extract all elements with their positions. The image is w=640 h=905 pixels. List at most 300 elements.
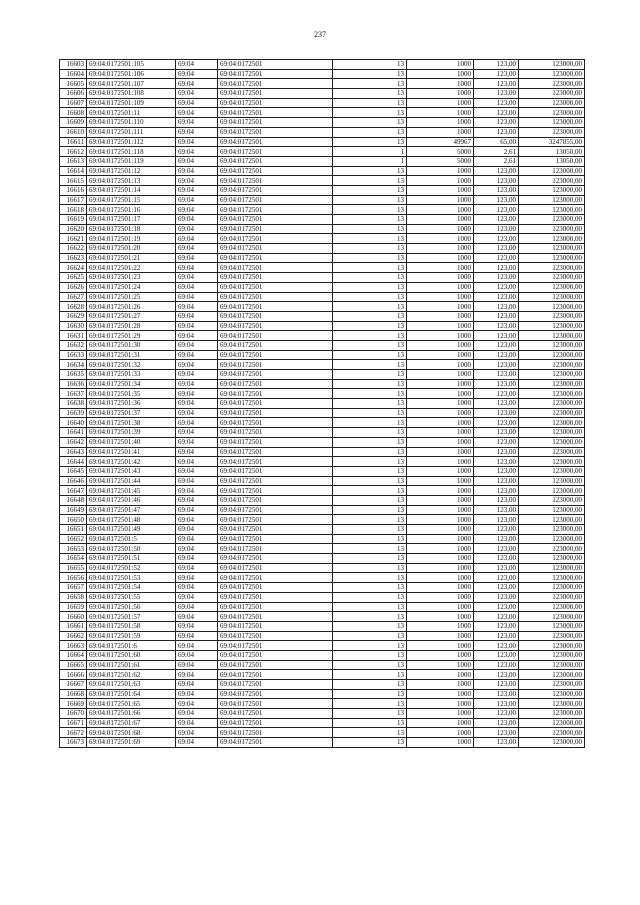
rate-cell: 123,00 bbox=[474, 592, 519, 602]
cadastral-number-cell: 69:04:0172501:29 bbox=[87, 331, 176, 341]
row-number-cell: 16620 bbox=[60, 224, 87, 234]
cadastral-number-cell: 69:04:0172501:56 bbox=[87, 602, 176, 612]
row-number-cell: 16667 bbox=[60, 680, 87, 690]
value-cell: 123000,00 bbox=[519, 60, 585, 70]
category-cell: 13 bbox=[333, 79, 407, 89]
rate-cell: 123,00 bbox=[474, 486, 519, 496]
value-cell: 123000,00 bbox=[519, 718, 585, 728]
value-cell: 123000,00 bbox=[519, 437, 585, 447]
category-cell: 13 bbox=[333, 534, 407, 544]
area-cell: 1000 bbox=[407, 631, 474, 641]
row-number-cell: 16607 bbox=[60, 98, 87, 108]
table-row bbox=[60, 331, 585, 341]
table-row bbox=[60, 534, 585, 544]
block-number-cell: 69:04:0172501 bbox=[218, 389, 333, 399]
block-number-cell: 69:04:0172501 bbox=[218, 573, 333, 583]
region-code-cell: 69:04 bbox=[176, 525, 218, 535]
rate-cell: 123,00 bbox=[474, 583, 519, 593]
table-row bbox=[60, 689, 585, 699]
table-row bbox=[60, 273, 585, 283]
category-cell: 13 bbox=[333, 118, 407, 128]
cadastral-number-cell: 69:04:0172501:14 bbox=[87, 185, 176, 195]
block-number-cell: 69:04:0172501 bbox=[218, 108, 333, 118]
value-cell: 123000,00 bbox=[519, 311, 585, 321]
value-cell: 123000,00 bbox=[519, 728, 585, 738]
block-number-cell: 69:04:0172501 bbox=[218, 418, 333, 428]
cadastral-number-cell: 69:04:0172501:47 bbox=[87, 505, 176, 515]
table-row bbox=[60, 360, 585, 370]
value-cell: 3247855,00 bbox=[519, 137, 585, 147]
table-row bbox=[60, 137, 585, 147]
block-number-cell: 69:04:0172501 bbox=[218, 185, 333, 195]
rate-cell: 123,00 bbox=[474, 728, 519, 738]
block-number-cell: 69:04:0172501 bbox=[218, 137, 333, 147]
value-cell: 123000,00 bbox=[519, 428, 585, 438]
table-row bbox=[60, 457, 585, 467]
block-number-cell: 69:04:0172501 bbox=[218, 127, 333, 137]
cadastral-number-cell: 69:04:0172501:37 bbox=[87, 408, 176, 418]
table-row bbox=[60, 263, 585, 273]
cadastral-number-cell: 69:04:0172501:32 bbox=[87, 360, 176, 370]
row-number-cell: 16673 bbox=[60, 738, 87, 748]
table-row bbox=[60, 156, 585, 166]
area-cell: 1000 bbox=[407, 544, 474, 554]
category-cell: 13 bbox=[333, 166, 407, 176]
block-number-cell: 69:04:0172501 bbox=[218, 447, 333, 457]
block-number-cell: 69:04:0172501 bbox=[218, 602, 333, 612]
area-cell: 1000 bbox=[407, 738, 474, 748]
area-cell: 1000 bbox=[407, 60, 474, 70]
region-code-cell: 69:04 bbox=[176, 631, 218, 641]
category-cell: 13 bbox=[333, 544, 407, 554]
value-cell: 123000,00 bbox=[519, 166, 585, 176]
cadastral-number-cell: 69:04:0172501:58 bbox=[87, 621, 176, 631]
table-row bbox=[60, 302, 585, 312]
rate-cell: 123,00 bbox=[474, 127, 519, 137]
block-number-cell: 69:04:0172501 bbox=[218, 98, 333, 108]
cadastral-number-cell: 69:04:0172501:59 bbox=[87, 631, 176, 641]
value-cell: 123000,00 bbox=[519, 176, 585, 186]
row-number-cell: 16643 bbox=[60, 447, 87, 457]
cadastral-number-cell: 69:04:0172501:12 bbox=[87, 166, 176, 176]
table-row bbox=[60, 602, 585, 612]
cadastral-number-cell: 69:04:0172501:43 bbox=[87, 466, 176, 476]
area-cell: 1000 bbox=[407, 244, 474, 254]
region-code-cell: 69:04 bbox=[176, 621, 218, 631]
area-cell: 1000 bbox=[407, 495, 474, 505]
value-cell: 123000,00 bbox=[519, 457, 585, 467]
region-code-cell: 69:04 bbox=[176, 437, 218, 447]
cadastral-number-cell: 69:04:0172501:67 bbox=[87, 718, 176, 728]
region-code-cell: 69:04 bbox=[176, 641, 218, 651]
rate-cell: 123,00 bbox=[474, 292, 519, 302]
area-cell: 1000 bbox=[407, 563, 474, 573]
region-code-cell: 69:04 bbox=[176, 408, 218, 418]
category-cell: 13 bbox=[333, 447, 407, 457]
area-cell: 1000 bbox=[407, 176, 474, 186]
row-number-cell: 16611 bbox=[60, 137, 87, 147]
row-number-cell: 16665 bbox=[60, 660, 87, 670]
rate-cell: 123,00 bbox=[474, 311, 519, 321]
block-number-cell: 69:04:0172501 bbox=[218, 60, 333, 70]
row-number-cell: 16642 bbox=[60, 437, 87, 447]
row-number-cell: 16632 bbox=[60, 340, 87, 350]
rate-cell: 123,00 bbox=[474, 166, 519, 176]
category-cell: 13 bbox=[333, 253, 407, 263]
value-cell: 123000,00 bbox=[519, 340, 585, 350]
row-number-cell: 16614 bbox=[60, 166, 87, 176]
rate-cell: 123,00 bbox=[474, 118, 519, 128]
block-number-cell: 69:04:0172501 bbox=[218, 321, 333, 331]
row-number-cell: 16622 bbox=[60, 244, 87, 254]
table-row bbox=[60, 89, 585, 99]
category-cell: 13 bbox=[333, 515, 407, 525]
value-cell: 123000,00 bbox=[519, 738, 585, 748]
block-number-cell: 69:04:0172501 bbox=[218, 340, 333, 350]
category-cell: 13 bbox=[333, 621, 407, 631]
category-cell: 13 bbox=[333, 350, 407, 360]
row-number-cell: 16609 bbox=[60, 118, 87, 128]
rate-cell: 123,00 bbox=[474, 399, 519, 409]
category-cell: 13 bbox=[333, 476, 407, 486]
value-cell: 123000,00 bbox=[519, 205, 585, 215]
block-number-cell: 69:04:0172501 bbox=[218, 311, 333, 321]
rate-cell: 2,61 bbox=[474, 147, 519, 157]
area-cell: 1000 bbox=[407, 321, 474, 331]
cadastral-number-cell: 69:04:0172501:65 bbox=[87, 699, 176, 709]
value-cell: 123000,00 bbox=[519, 331, 585, 341]
category-cell: 13 bbox=[333, 641, 407, 651]
table-row bbox=[60, 573, 585, 583]
rate-cell: 123,00 bbox=[474, 185, 519, 195]
rate-cell: 123,00 bbox=[474, 340, 519, 350]
area-cell: 1000 bbox=[407, 408, 474, 418]
table-row bbox=[60, 69, 585, 79]
rate-cell: 123,00 bbox=[474, 544, 519, 554]
block-number-cell: 69:04:0172501 bbox=[218, 379, 333, 389]
region-code-cell: 69:04 bbox=[176, 176, 218, 186]
value-cell: 123000,00 bbox=[519, 476, 585, 486]
region-code-cell: 69:04 bbox=[176, 573, 218, 583]
area-cell: 1000 bbox=[407, 621, 474, 631]
region-code-cell: 69:04 bbox=[176, 311, 218, 321]
cadastral-number-cell: 69:04:0172501:118 bbox=[87, 147, 176, 157]
row-number-cell: 16639 bbox=[60, 408, 87, 418]
region-code-cell: 69:04 bbox=[176, 273, 218, 283]
row-number-cell: 16630 bbox=[60, 321, 87, 331]
value-cell: 123000,00 bbox=[519, 544, 585, 554]
category-cell: 13 bbox=[333, 389, 407, 399]
category-cell: 13 bbox=[333, 738, 407, 748]
category-cell: 13 bbox=[333, 418, 407, 428]
block-number-cell: 69:04:0172501 bbox=[218, 583, 333, 593]
cadastral-number-cell: 69:04:0172501:107 bbox=[87, 79, 176, 89]
region-code-cell: 69:04 bbox=[176, 709, 218, 719]
row-number-cell: 16644 bbox=[60, 457, 87, 467]
table-row bbox=[60, 79, 585, 89]
category-cell: 13 bbox=[333, 195, 407, 205]
area-cell: 1000 bbox=[407, 699, 474, 709]
table-row bbox=[60, 554, 585, 564]
area-cell: 1000 bbox=[407, 476, 474, 486]
cadastral-number-cell: 69:04:0172501:53 bbox=[87, 573, 176, 583]
block-number-cell: 69:04:0172501 bbox=[218, 156, 333, 166]
rate-cell: 123,00 bbox=[474, 738, 519, 748]
region-code-cell: 69:04 bbox=[176, 534, 218, 544]
value-cell: 123000,00 bbox=[519, 505, 585, 515]
block-number-cell: 69:04:0172501 bbox=[218, 544, 333, 554]
table-row bbox=[60, 476, 585, 486]
category-cell: 13 bbox=[333, 718, 407, 728]
table-row bbox=[60, 621, 585, 631]
rate-cell: 123,00 bbox=[474, 437, 519, 447]
value-cell: 123000,00 bbox=[519, 641, 585, 651]
row-number-cell: 16621 bbox=[60, 234, 87, 244]
table-row bbox=[60, 515, 585, 525]
category-cell: 13 bbox=[333, 650, 407, 660]
rate-cell: 2,61 bbox=[474, 156, 519, 166]
table-row bbox=[60, 234, 585, 244]
value-cell: 123000,00 bbox=[519, 69, 585, 79]
block-number-cell: 69:04:0172501 bbox=[218, 147, 333, 157]
value-cell: 123000,00 bbox=[519, 127, 585, 137]
cadastral-number-cell: 69:04:0172501:36 bbox=[87, 399, 176, 409]
block-number-cell: 69:04:0172501 bbox=[218, 728, 333, 738]
block-number-cell: 69:04:0172501 bbox=[218, 670, 333, 680]
row-number-cell: 16603 bbox=[60, 60, 87, 70]
area-cell: 1000 bbox=[407, 515, 474, 525]
table-row bbox=[60, 292, 585, 302]
region-code-cell: 69:04 bbox=[176, 215, 218, 225]
area-cell: 1000 bbox=[407, 602, 474, 612]
category-cell: 13 bbox=[333, 127, 407, 137]
cadastral-number-cell: 69:04:0172501:40 bbox=[87, 437, 176, 447]
region-code-cell: 69:04 bbox=[176, 292, 218, 302]
table-row bbox=[60, 127, 585, 137]
table-row bbox=[60, 98, 585, 108]
rate-cell: 123,00 bbox=[474, 98, 519, 108]
cadastral-number-cell: 69:04:0172501:17 bbox=[87, 215, 176, 225]
block-number-cell: 69:04:0172501 bbox=[218, 592, 333, 602]
table-row bbox=[60, 437, 585, 447]
region-code-cell: 69:04 bbox=[176, 224, 218, 234]
row-number-cell: 16605 bbox=[60, 79, 87, 89]
area-cell: 1000 bbox=[407, 350, 474, 360]
row-number-cell: 16624 bbox=[60, 263, 87, 273]
block-number-cell: 69:04:0172501 bbox=[218, 699, 333, 709]
row-number-cell: 16647 bbox=[60, 486, 87, 496]
region-code-cell: 69:04 bbox=[176, 118, 218, 128]
value-cell: 123000,00 bbox=[519, 282, 585, 292]
cadastral-number-cell: 69:04:0172501:57 bbox=[87, 612, 176, 622]
cadastral-number-cell: 69:04:0172501:19 bbox=[87, 234, 176, 244]
region-code-cell: 69:04 bbox=[176, 360, 218, 370]
block-number-cell: 69:04:0172501 bbox=[218, 69, 333, 79]
rate-cell: 123,00 bbox=[474, 302, 519, 312]
region-code-cell: 69:04 bbox=[176, 137, 218, 147]
table-row bbox=[60, 699, 585, 709]
block-number-cell: 69:04:0172501 bbox=[218, 641, 333, 651]
rate-cell: 123,00 bbox=[474, 466, 519, 476]
region-code-cell: 69:04 bbox=[176, 234, 218, 244]
rate-cell: 123,00 bbox=[474, 273, 519, 283]
region-code-cell: 69:04 bbox=[176, 680, 218, 690]
table-row bbox=[60, 525, 585, 535]
region-code-cell: 69:04 bbox=[176, 147, 218, 157]
category-cell: 13 bbox=[333, 137, 407, 147]
region-code-cell: 69:04 bbox=[176, 699, 218, 709]
value-cell: 123000,00 bbox=[519, 583, 585, 593]
region-code-cell: 69:04 bbox=[176, 515, 218, 525]
cadastral-number-cell: 69:04:0172501:110 bbox=[87, 118, 176, 128]
table-row bbox=[60, 418, 585, 428]
row-number-cell: 16634 bbox=[60, 360, 87, 370]
category-cell: 13 bbox=[333, 670, 407, 680]
rate-cell: 123,00 bbox=[474, 447, 519, 457]
area-cell: 1000 bbox=[407, 360, 474, 370]
block-number-cell: 69:04:0172501 bbox=[218, 486, 333, 496]
cadastral-number-cell: 69:04:0172501:38 bbox=[87, 418, 176, 428]
area-cell: 1000 bbox=[407, 534, 474, 544]
row-number-cell: 16617 bbox=[60, 195, 87, 205]
block-number-cell: 69:04:0172501 bbox=[218, 621, 333, 631]
cadastral-number-cell: 69:04:0172501:16 bbox=[87, 205, 176, 215]
table-row bbox=[60, 718, 585, 728]
row-number-cell: 16652 bbox=[60, 534, 87, 544]
cadastral-number-cell: 69:04:0172501:69 bbox=[87, 738, 176, 748]
region-code-cell: 69:04 bbox=[176, 379, 218, 389]
region-code-cell: 69:04 bbox=[176, 79, 218, 89]
row-number-cell: 16604 bbox=[60, 69, 87, 79]
area-cell: 1000 bbox=[407, 98, 474, 108]
table-row bbox=[60, 370, 585, 380]
table-row bbox=[60, 176, 585, 186]
category-cell: 13 bbox=[333, 215, 407, 225]
cadastral-number-cell: 69:04:0172501:49 bbox=[87, 525, 176, 535]
category-cell: 13 bbox=[333, 689, 407, 699]
table-row bbox=[60, 224, 585, 234]
rate-cell: 123,00 bbox=[474, 215, 519, 225]
table-row bbox=[60, 185, 585, 195]
cadastral-number-cell: 69:04:0172501:46 bbox=[87, 495, 176, 505]
region-code-cell: 69:04 bbox=[176, 544, 218, 554]
rate-cell: 123,00 bbox=[474, 69, 519, 79]
block-number-cell: 69:04:0172501 bbox=[218, 476, 333, 486]
category-cell: 13 bbox=[333, 273, 407, 283]
rate-cell: 123,00 bbox=[474, 379, 519, 389]
category-cell: 13 bbox=[333, 282, 407, 292]
value-cell: 123000,00 bbox=[519, 563, 585, 573]
rate-cell: 123,00 bbox=[474, 495, 519, 505]
block-number-cell: 69:04:0172501 bbox=[218, 612, 333, 622]
region-code-cell: 69:04 bbox=[176, 60, 218, 70]
row-number-cell: 16655 bbox=[60, 563, 87, 573]
cadastral-number-cell: 69:04:0172501:22 bbox=[87, 263, 176, 273]
category-cell: 13 bbox=[333, 602, 407, 612]
area-cell: 1000 bbox=[407, 728, 474, 738]
row-number-cell: 16669 bbox=[60, 699, 87, 709]
block-number-cell: 69:04:0172501 bbox=[218, 234, 333, 244]
area-cell: 1000 bbox=[407, 311, 474, 321]
row-number-cell: 16631 bbox=[60, 331, 87, 341]
region-code-cell: 69:04 bbox=[176, 428, 218, 438]
region-code-cell: 69:04 bbox=[176, 253, 218, 263]
table-row bbox=[60, 389, 585, 399]
block-number-cell: 69:04:0172501 bbox=[218, 495, 333, 505]
area-cell: 1000 bbox=[407, 340, 474, 350]
region-code-cell: 69:04 bbox=[176, 457, 218, 467]
cadastral-number-cell: 69:04:0172501:28 bbox=[87, 321, 176, 331]
block-number-cell: 69:04:0172501 bbox=[218, 292, 333, 302]
area-cell: 1000 bbox=[407, 680, 474, 690]
row-number-cell: 16649 bbox=[60, 505, 87, 515]
region-code-cell: 69:04 bbox=[176, 89, 218, 99]
value-cell: 13050,00 bbox=[519, 147, 585, 157]
category-cell: 13 bbox=[333, 505, 407, 515]
cadastral-number-cell: 69:04:0172501:64 bbox=[87, 689, 176, 699]
category-cell: 13 bbox=[333, 399, 407, 409]
area-cell: 1000 bbox=[407, 641, 474, 651]
category-cell: 13 bbox=[333, 98, 407, 108]
value-cell: 123000,00 bbox=[519, 98, 585, 108]
area-cell: 1000 bbox=[407, 302, 474, 312]
cadastral-number-cell: 69:04:0172501:18 bbox=[87, 224, 176, 234]
cadastral-number-cell: 69:04:0172501:34 bbox=[87, 379, 176, 389]
region-code-cell: 69:04 bbox=[176, 447, 218, 457]
area-cell: 1000 bbox=[407, 670, 474, 680]
category-cell: 13 bbox=[333, 563, 407, 573]
value-cell: 123000,00 bbox=[519, 525, 585, 535]
row-number-cell: 16661 bbox=[60, 621, 87, 631]
row-number-cell: 16606 bbox=[60, 89, 87, 99]
block-number-cell: 69:04:0172501 bbox=[218, 660, 333, 670]
block-number-cell: 69:04:0172501 bbox=[218, 466, 333, 476]
rate-cell: 65,00 bbox=[474, 137, 519, 147]
rate-cell: 123,00 bbox=[474, 534, 519, 544]
block-number-cell: 69:04:0172501 bbox=[218, 253, 333, 263]
region-code-cell: 69:04 bbox=[176, 495, 218, 505]
row-number-cell: 16635 bbox=[60, 370, 87, 380]
row-number-cell: 16625 bbox=[60, 273, 87, 283]
value-cell: 123000,00 bbox=[519, 215, 585, 225]
cadastral-number-cell: 69:04:0172501:55 bbox=[87, 592, 176, 602]
row-number-cell: 16671 bbox=[60, 718, 87, 728]
rate-cell: 123,00 bbox=[474, 89, 519, 99]
rate-cell: 123,00 bbox=[474, 689, 519, 699]
block-number-cell: 69:04:0172501 bbox=[218, 554, 333, 564]
cadastral-number-cell: 69:04:0172501:63 bbox=[87, 680, 176, 690]
cadastral-number-cell: 69:04:0172501:35 bbox=[87, 389, 176, 399]
area-cell: 1000 bbox=[407, 89, 474, 99]
rate-cell: 123,00 bbox=[474, 389, 519, 399]
area-cell: 1000 bbox=[407, 428, 474, 438]
cadastral-number-cell: 69:04:0172501:112 bbox=[87, 137, 176, 147]
table-row bbox=[60, 466, 585, 476]
region-code-cell: 69:04 bbox=[176, 583, 218, 593]
area-cell: 1000 bbox=[407, 224, 474, 234]
value-cell: 123000,00 bbox=[519, 515, 585, 525]
category-cell: 13 bbox=[333, 554, 407, 564]
row-number-cell: 16636 bbox=[60, 379, 87, 389]
rate-cell: 123,00 bbox=[474, 331, 519, 341]
rate-cell: 123,00 bbox=[474, 709, 519, 719]
region-code-cell: 69:04 bbox=[176, 156, 218, 166]
value-cell: 123000,00 bbox=[519, 379, 585, 389]
area-cell: 1000 bbox=[407, 650, 474, 660]
category-cell: 13 bbox=[333, 234, 407, 244]
area-cell: 1000 bbox=[407, 505, 474, 515]
region-code-cell: 69:04 bbox=[176, 554, 218, 564]
